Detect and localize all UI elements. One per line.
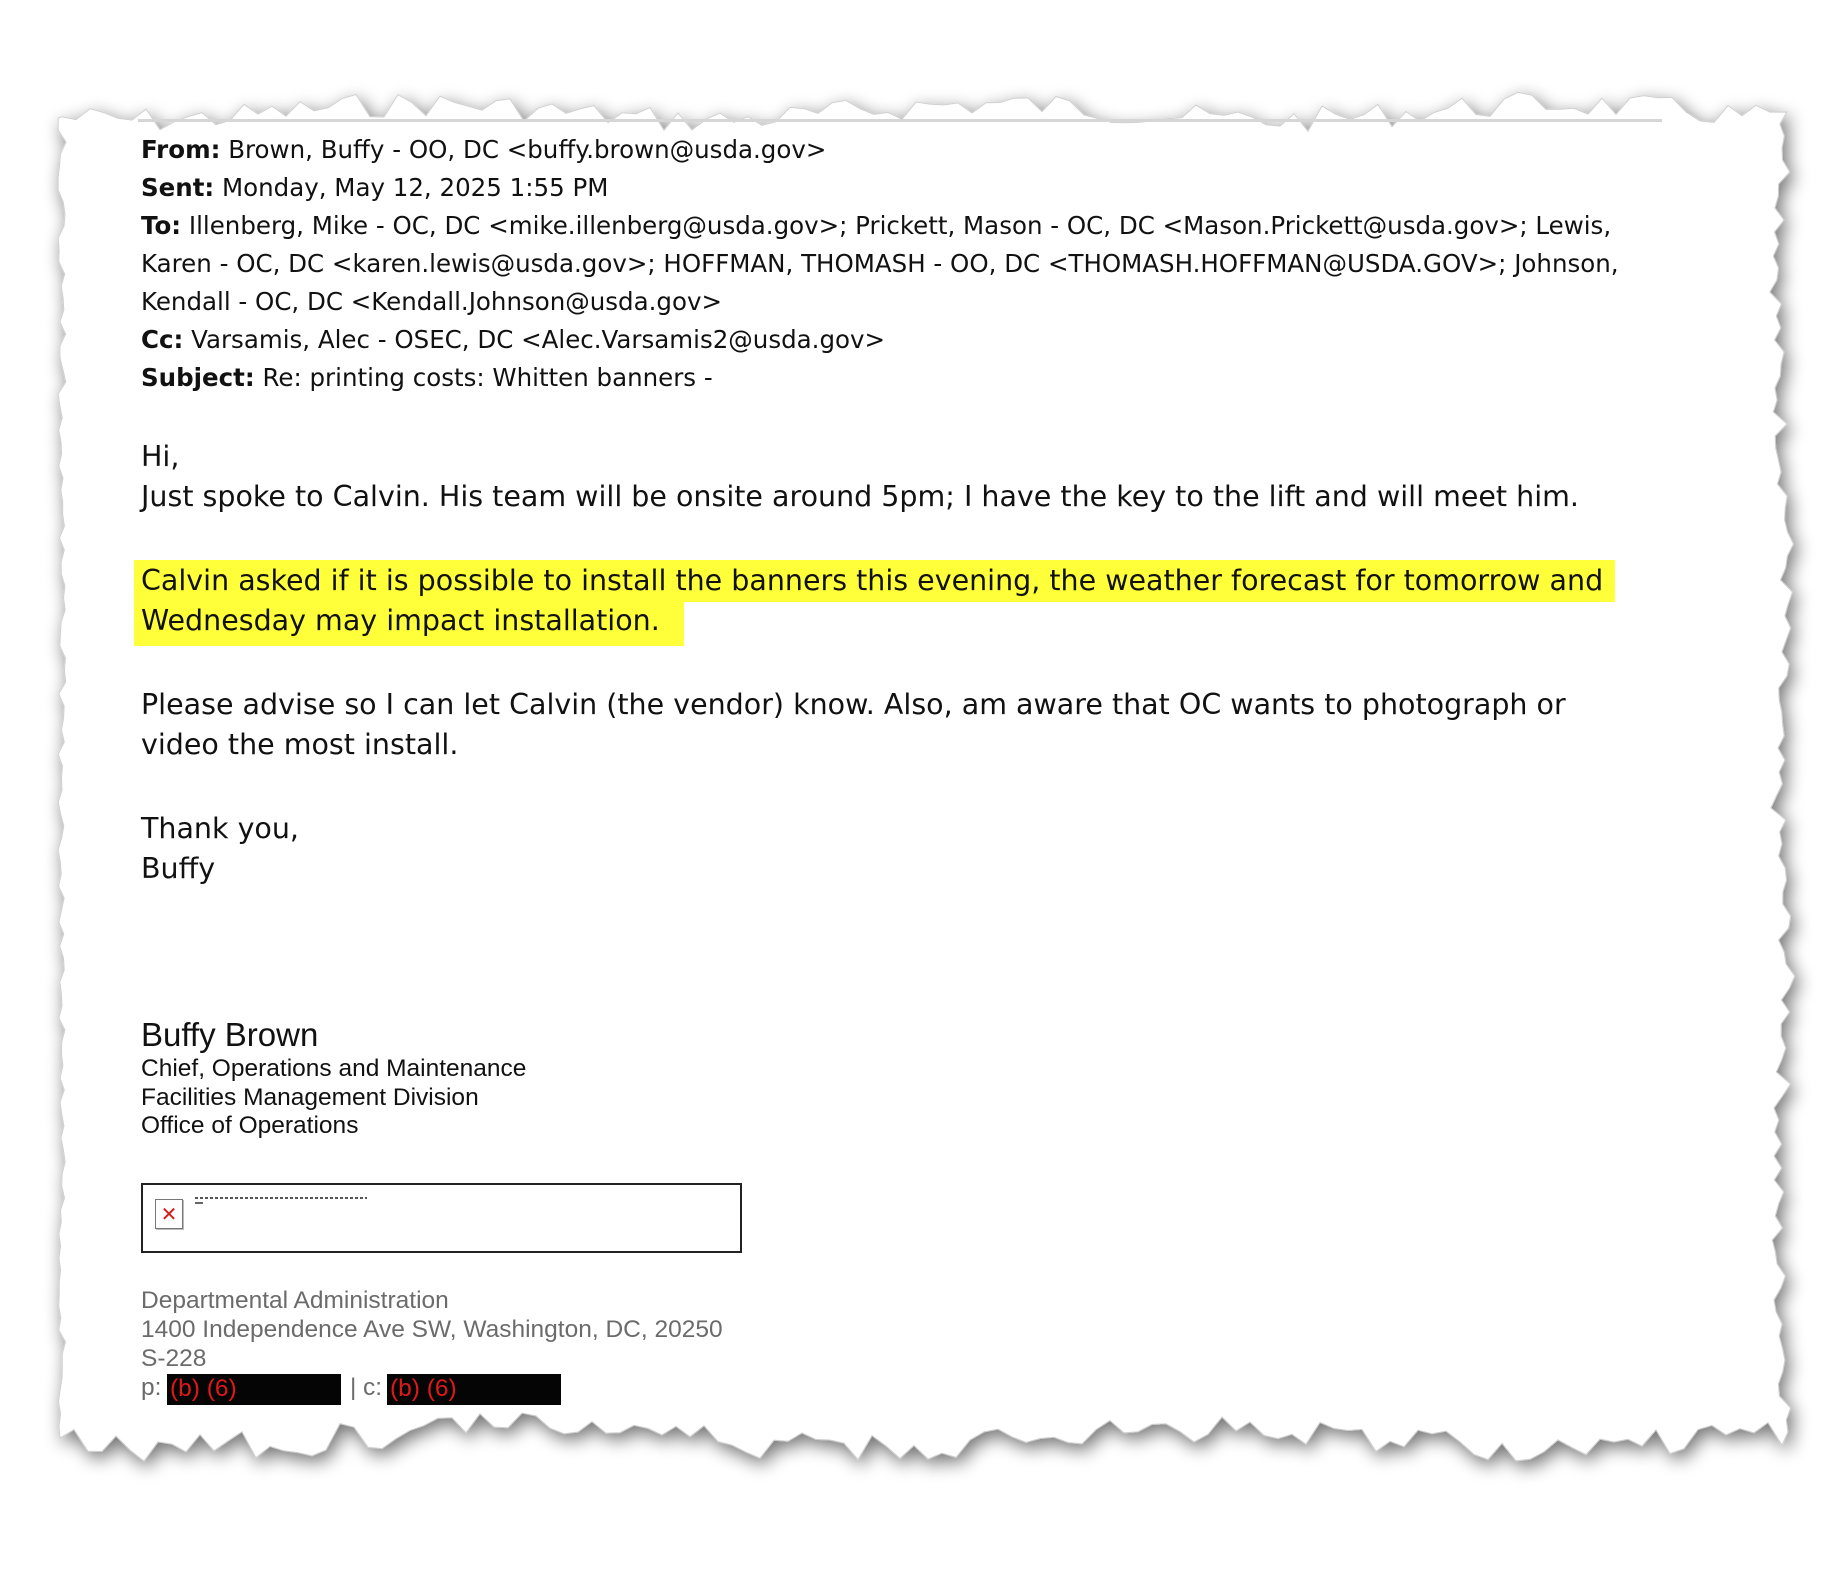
cell-label: c: [363,1374,383,1401]
cc-line [141,321,1701,359]
signature-division: Facilities Management Division [141,1084,479,1111]
closing-name: Buffy [141,852,216,885]
to-label: To: [141,211,182,240]
signature-image-placeholder [141,1183,742,1253]
greeting: Hi, [141,440,180,473]
sent-value: Monday, May 12, 2025 1:55 PM [222,173,609,202]
header-divider [138,119,1662,122]
to-line [141,207,1701,245]
department-name: Departmental Administration [141,1287,449,1314]
cc-value: Varsamis, Alec - OSEC, DC <Alec.Varsamis2@usda.gov> [191,325,886,354]
highlighted-line-1: Calvin asked if it is possible to install the banners this evening, the weather forecast for tomorrow and [141,564,1604,597]
room-number: S-228 [141,1345,207,1372]
subject-label: Subject: [141,363,255,392]
to-value-line-2: Karen - OC, DC <karen.lewis@usda.gov>; HOFFMAN, THOMASH - OO, DC <THOMASH.HOFFMAN@USDA.GOV>; Johnson, [141,249,1619,278]
phone-redaction: (b) (6) [167,1374,341,1405]
highlighted-line-2: Wednesday may impact installation. [141,604,660,637]
from-line [141,131,1701,169]
street-address: 1400 Independence Ave SW, Washington, DC, 20250 [141,1316,723,1343]
image-alt-text [195,1197,367,1199]
closing: Thank you, [141,812,299,845]
cc-label: Cc: [141,325,184,354]
signature-title: Chief, Operations and Maintenance [141,1055,527,1082]
subject-value: Re: printing costs: Whitten banners - [262,363,713,392]
signature-office: Office of Operations [141,1112,359,1139]
sent-line [141,169,1701,207]
sent-label: Sent: [141,173,215,202]
body-paragraph-1: Just spoke to Calvin. His team will be onsite around 5pm; I have the key to the lift and will meet him. [141,480,1579,513]
phone-label: p: [141,1374,162,1401]
image-alt-text-2 [195,1202,203,1204]
from-value: Brown, Buffy - OO, DC <buffy.brown@usda.gov> [228,135,827,164]
to-value-line-1: Illenberg, Mike - OC, DC <mike.illenberg@usda.gov>; Prickett, Mason - OC, DC <Mason.Prickett@usda.gov>; Lewis, [188,211,1612,240]
body-paragraph-3-line-1: Please advise so I can let Calvin (the vendor) know. Also, am aware that OC wants to photograph or [141,688,1566,721]
cell-redaction: (b) (6) [387,1374,561,1405]
contact-separator: | [350,1374,357,1401]
to-value-line-3: Kendall - OC, DC <Kendall.Johnson@usda.gov> [141,287,722,316]
broken-image-icon: ✕ [155,1199,183,1229]
body-paragraph-3-line-2: video the most install. [141,728,459,761]
from-label: From: [141,135,221,164]
subject-line [141,359,1701,397]
signature-name: Buffy Brown [141,1016,319,1053]
